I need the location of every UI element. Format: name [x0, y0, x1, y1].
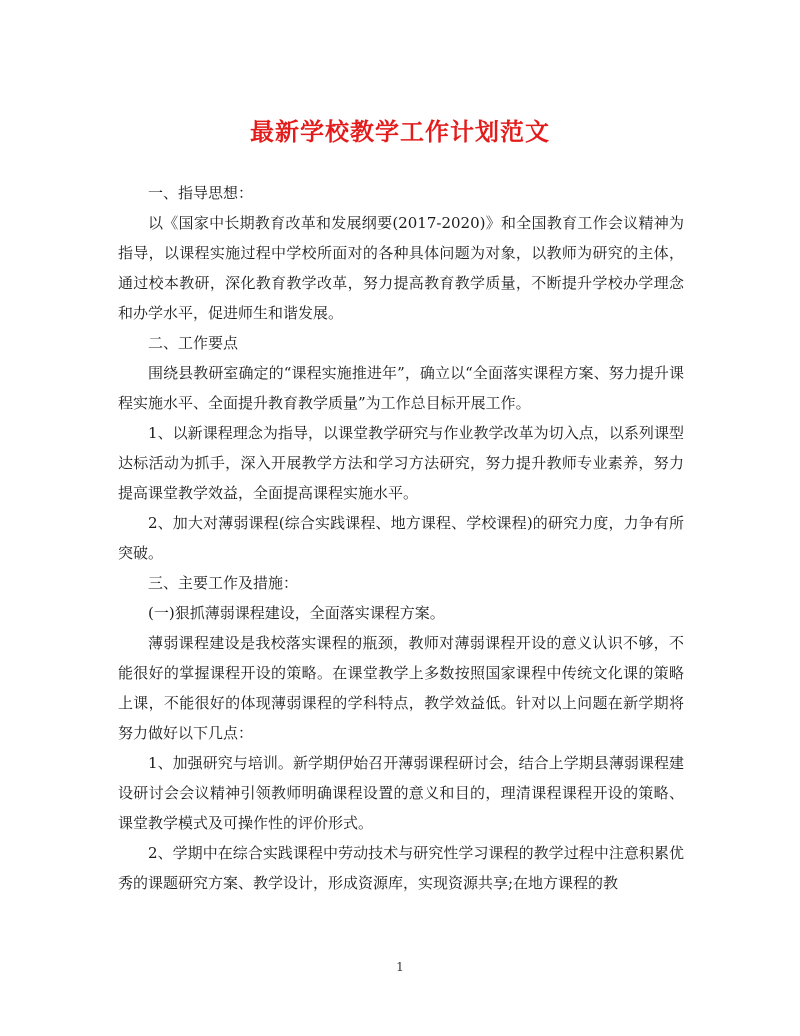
section-heading-main-work: 三、主要工作及措施：: [148, 574, 299, 592]
page-number: 1: [396, 960, 404, 974]
paragraph: 1、加强研究与培训。新学期伊始召开薄弱课程研讨会，结合上学期县薄弱课程建设研讨会会议精神引领教师明确课程设置的意义和目的，理清课程课程开设的策略、课堂教学模式及可操作性的评价形式。: [118, 754, 684, 832]
section-heading-guiding-ideology: 一、指导思想：: [148, 184, 254, 202]
document-body: [118, 178, 684, 898]
paragraph: 薄弱课程建设是我校落实课程的瓶颈，教师对薄弱课程开设的意义认识不够，不能很好的掌握课程开设的策略。在课堂教学上多数按照国家课程中传统文化课的策略上课，不能很好的体现薄弱课程的学科特点，教学效益低。针对以上问题在新学期将努力做好以下几点：: [118, 634, 684, 742]
section-heading-work-points: 二、工作要点: [148, 334, 239, 352]
paragraph: 2、加大对薄弱课程(综合实践课程、地方课程、学校课程)的研究力度，力争有所突破。: [118, 514, 684, 562]
paragraph: 1、以新课程理念为指导，以课堂教学研究与作业教学改革为切入点，以系列课型达标活动为抓手，深入开展教学方法和学习方法研究，努力提升教师专业素养，努力提高课堂教学效益，全面提高课程实施水平。: [118, 424, 684, 502]
paragraph: 2、学期中在综合实践课程中劳动技术与研究性学习课程的教学过程中注意积累优秀的课题研究方案、教学设计，形成资源库，实现资源共享;在地方课程的教: [118, 844, 684, 892]
document-title: 最新学校教学工作计划范文: [250, 117, 550, 146]
paragraph: 围绕县教研室确定的“课程实施推进年”，确立以“全面落实课程方案、努力提升课程实施水平、全面提升教育教学质量”为工作总目标开展工作。: [118, 364, 684, 412]
paragraph: 以《国家中长期教育改革和发展纲要(2017-2020)》和全国教育工作会议精神为指导，以课程实施过程中学校所面对的各种具体问题为对象，以教师为研究的主体，通过校本教研，深化教育教学改革，努力提高教育教学质量，不断提升学校办学理念和办学水平，促进师生和谐发展。: [118, 214, 684, 322]
subsection-heading: (一)狠抓薄弱课程建设，全面落实课程方案。: [148, 604, 445, 622]
